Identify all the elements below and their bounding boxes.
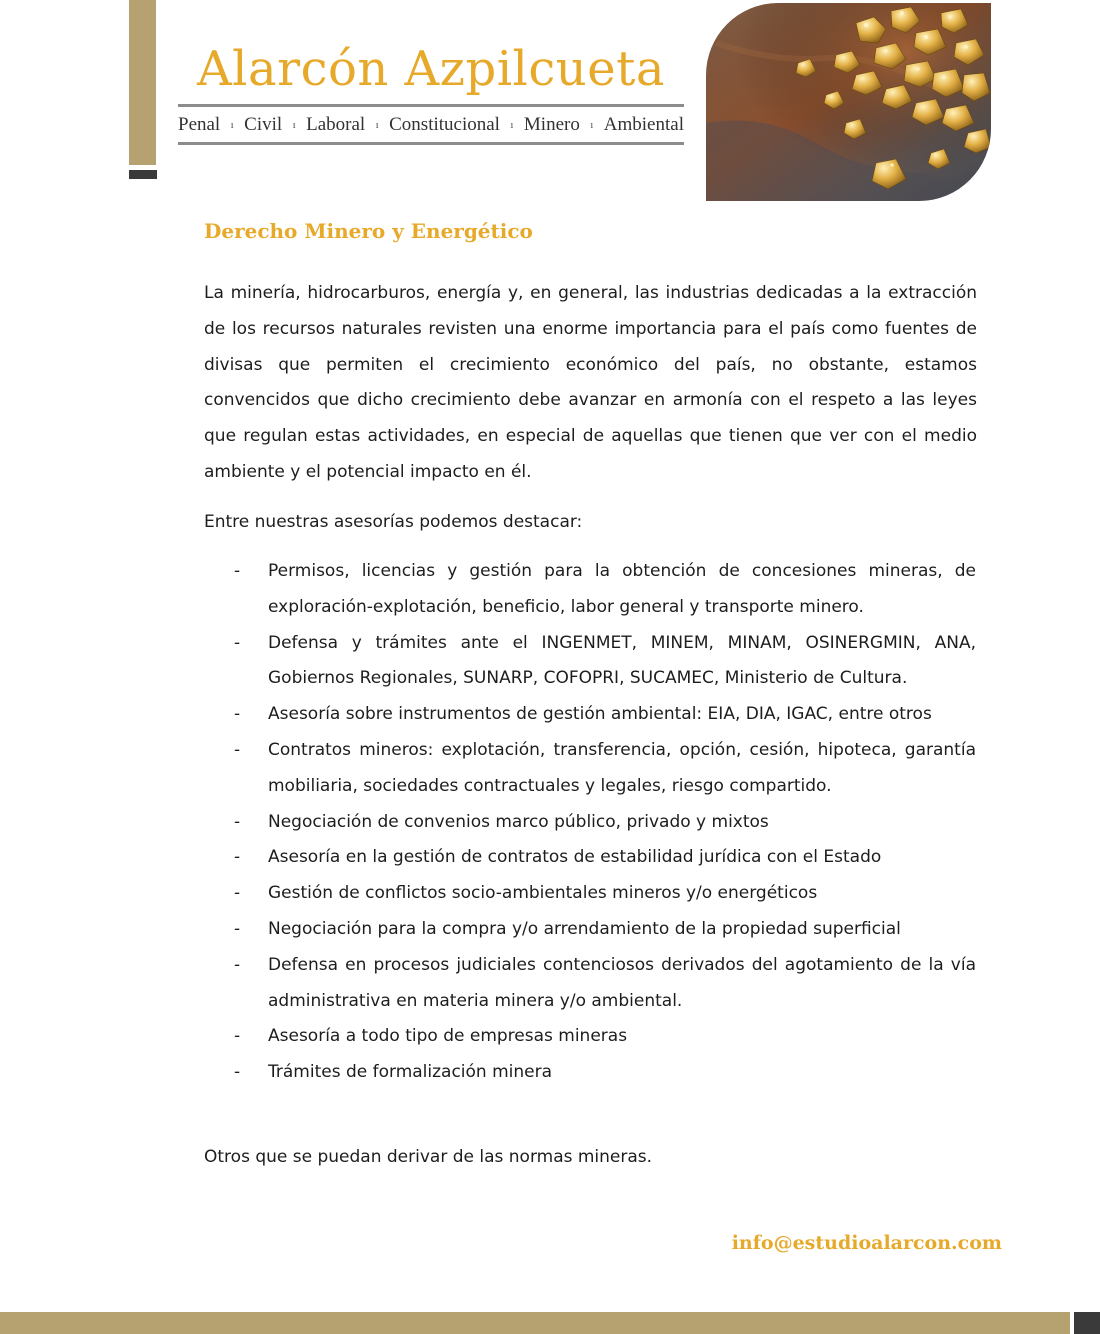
list-item-text: Trámites de formalización minera [268,1062,553,1083]
list-item [232,805,976,841]
nav-divider-top [178,104,684,107]
list-item-text: Gestión de conflictos socio-ambientales mineros y/o energéticos [268,883,818,904]
bullet-dash: - [234,883,241,904]
header-accent-block [129,170,157,179]
list-item-text: Asesoría sobre instrumentos de gestión ambiental: EIA, DIA, IGAC, entre otros [268,704,932,725]
list-item-text: Asesoría a todo tipo de empresas mineras [268,1026,628,1047]
services-list [232,554,976,1091]
list-item [232,840,976,876]
bullet-dash: - [234,811,241,832]
gold-nuggets-photo [706,3,991,201]
list-item [232,1055,976,1091]
bullet-dash: - [234,739,241,760]
list-item [232,733,976,805]
section-title: Derecho Minero y Energético [204,219,533,243]
contact-email-link[interactable]: info@estudioalarcon.com [731,1232,1002,1254]
list-item-text: Defensa y trámites ante el INGENMET, MINEM, MINAM, OSINERGMIN, ANA, Gobiernos Regionales, SUNARP, COFOPRI, SUCAMEC, Ministerio de Cultura. [268,632,976,689]
brand-title: Alarcón Azpilcueta [196,41,666,97]
list-item-text: Negociación para la compra y/o arrendamiento de la propiedad superficial [268,918,901,939]
nav-separator: ı [375,119,379,131]
nav-item-laboral[interactable]: Laboral [306,114,366,135]
nav-separator: ı [510,119,514,131]
nav-divider-bottom [178,142,684,145]
bullet-dash: - [234,1026,241,1047]
nav-separator: ı [590,119,594,131]
list-item [232,912,976,948]
list-item [232,948,976,1020]
list-item-text: Negociación de convenios marco público, privado y mixtos [268,811,769,832]
nav-item-civil[interactable]: Civil [244,114,283,135]
bullet-dash: - [234,561,241,581]
header-accent-bar [129,0,156,165]
bullet-dash: - [234,847,241,868]
list-item [232,697,976,733]
list-item [232,876,976,912]
list-item-text: Asesoría en la gestión de contratos de estabilidad jurídica con el Estado [268,847,882,868]
nav-separator: ı [230,119,234,131]
footer-bar [0,1312,1070,1334]
bullet-dash: - [234,954,241,975]
nav-item-penal[interactable]: Penal [178,114,221,135]
closing-paragraph: Otros que se puedan derivar de las normas mineras. [204,1147,653,1167]
bullet-dash: - [234,918,241,939]
footer-block [1074,1312,1100,1334]
nav-item-ambiental[interactable]: Ambiental [603,114,684,135]
bullet-dash: - [234,1062,241,1083]
intro-paragraph: La minería, hidrocarburos, energía y, en general, las industrias dedicadas a la extracción de los recursos naturales revisten una enorme importancia para el país como fuentes de divisas que permiten el crecimiento económico del país, no obstante, estamos convencidos que dicho crecimiento debe avanzar en armonía con el respeto a las leyes que regulan estas actividades, en especial de aquellas que tienen que ver con el medio ambiente y el potencial impacto en él. [204,283,977,482]
list-item [232,554,976,626]
list-item [232,626,976,698]
services-lead: Entre nuestras asesorías podemos destacar: [204,512,583,532]
bullet-dash: - [234,632,241,653]
nav-separator: ı [292,119,296,131]
list-item-text: Defensa en procesos judiciales contenciosos derivados del agotamiento de la vía administrativa en materia minera y/o ambiental. [268,954,976,1011]
bullet-dash: - [234,704,241,725]
list-item-text: Contratos mineros: explotación, transferencia, opción, cesión, hipoteca, garantía mobiliaria, sociedades contractuales y legales, riesgo compartido. [268,739,976,796]
practice-areas-nav [178,111,684,139]
list-item-text: Permisos, licencias y gestión para la obtención de concesiones mineras, de exploración-explotación, beneficio, labor general y transporte minero. [268,561,976,617]
nav-item-constitucional[interactable]: Constitucional [389,114,500,135]
nav-item-minero[interactable]: Minero [523,114,580,135]
list-item [232,1019,976,1055]
